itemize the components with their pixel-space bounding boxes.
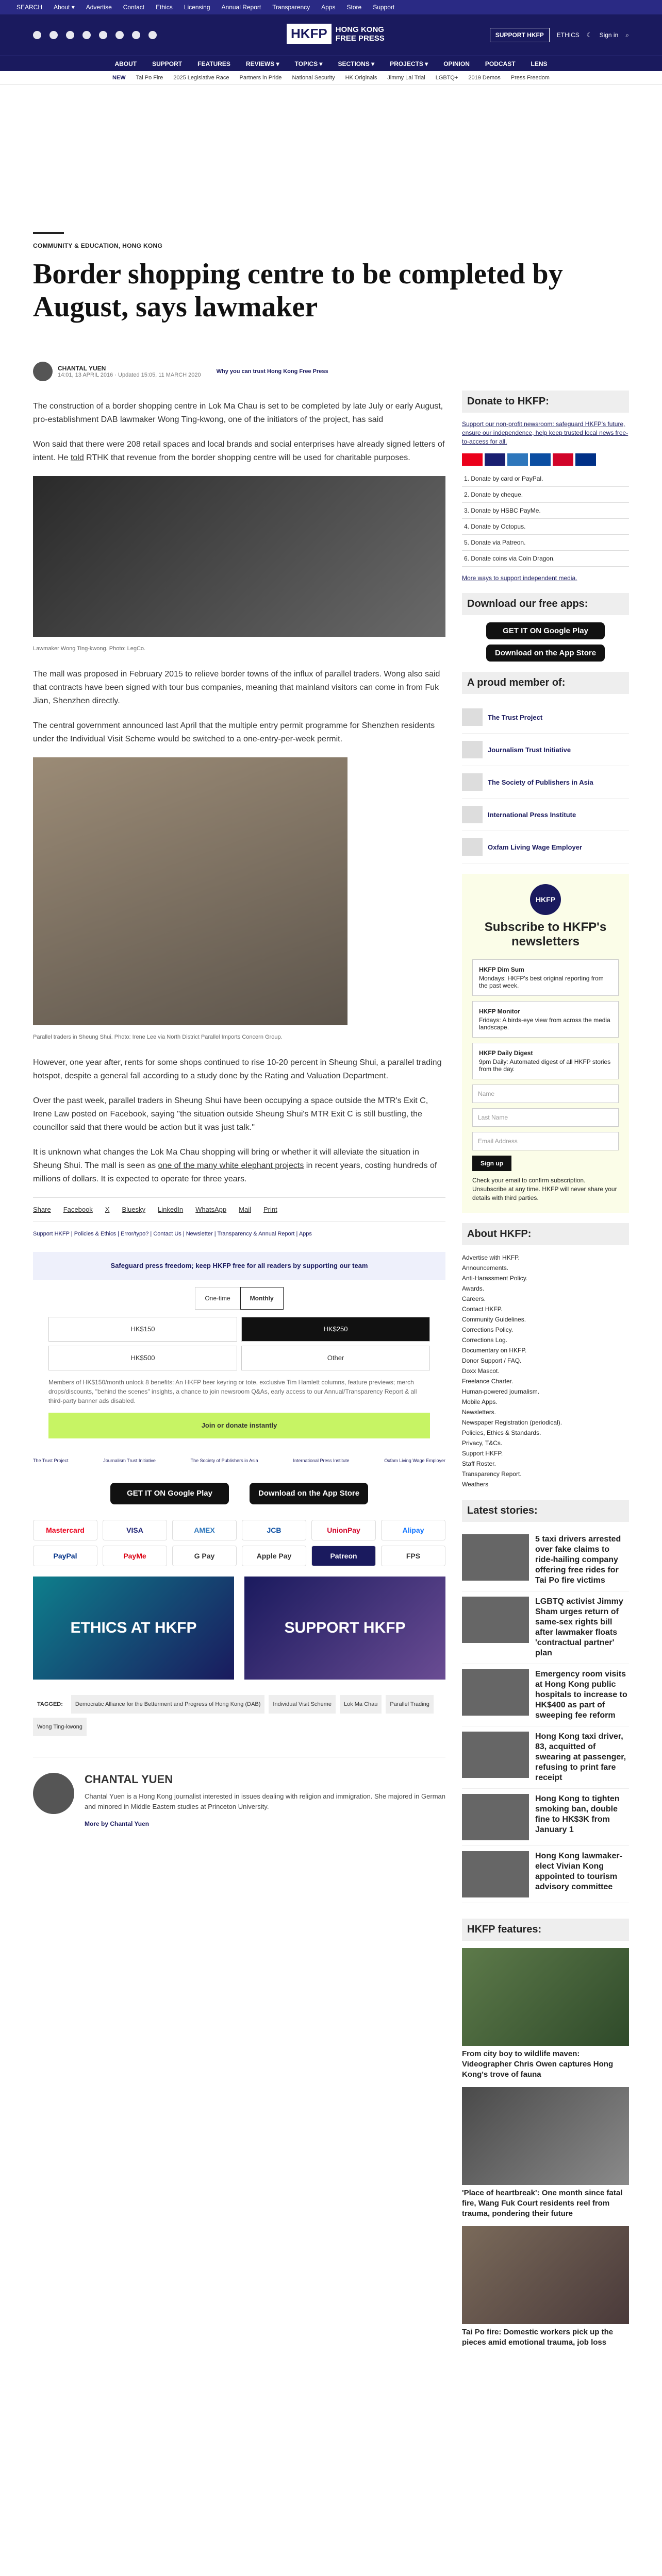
about-link[interactable]: Careers. <box>462 1295 486 1302</box>
lawmaker-photo <box>33 476 445 637</box>
newsletter-desc: Fridays: A birds-eye view from across the media landscape. <box>479 1016 610 1031</box>
tag[interactable]: Individual Visit Scheme <box>269 1695 336 1714</box>
paragraph-text: It is unknown what changes the Lok Ma Chau shopping will bring or whether it will alleviate the situation in Sheung Shui. The mall is seen as <box>33 1148 419 1170</box>
publish-date: 14:01, 13 APRIL 2016 · Updated 15:05, 11 MARCH 2020 <box>58 372 201 378</box>
app-badges <box>33 1483 445 1504</box>
partner-item[interactable] <box>462 799 629 831</box>
author-name[interactable]: CHANTAL YUEN <box>85 1773 173 1786</box>
latest-heading: Latest stories: <box>462 1500 629 1522</box>
amount-option[interactable]: HK$150 <box>48 1317 237 1342</box>
story-thumbnail <box>462 1794 529 1840</box>
about-link[interactable]: Donor Support / FAQ. <box>462 1357 522 1364</box>
jcb-logo: JCB <box>242 1520 306 1540</box>
story-thumbnail <box>462 1669 529 1716</box>
trending-link[interactable]: HK Originals <box>345 74 377 81</box>
author-name[interactable]: CHANTAL YUEN <box>58 365 106 372</box>
story-thumbnail <box>462 1534 529 1581</box>
newsletter-name: HKFP Monitor <box>479 1008 520 1015</box>
trust-link[interactable]: Why you can trust Hong Kong Free Press <box>216 368 328 375</box>
about-link[interactable]: Weathers <box>462 1481 489 1488</box>
paragraph <box>33 1146 445 1186</box>
partner-logo <box>462 773 483 791</box>
trust-project-logo[interactable]: The Trust Project <box>33 1458 69 1463</box>
unionpay-logo: UnionPay <box>311 1520 376 1540</box>
new-badge: NEW <box>112 74 126 81</box>
one-time-tab[interactable]: One-time <box>195 1287 240 1310</box>
patreon-logo: Patreon <box>311 1546 376 1566</box>
about-link[interactable]: Support HKFP. <box>462 1450 503 1457</box>
partner-name: Oxfam Living Wage Employer <box>488 843 583 851</box>
topbar-link[interactable]: Store <box>346 4 362 11</box>
latest-story[interactable] <box>462 1529 629 1591</box>
fps-logo: FPS <box>381 1546 445 1566</box>
nav-item[interactable]: SECTIONS ▾ <box>338 60 375 67</box>
about-link[interactable]: Awards. <box>462 1285 485 1292</box>
newsletter-name: HKFP Dim Sum <box>479 966 524 973</box>
about-link[interactable]: Newsletters. <box>462 1409 496 1416</box>
about-link[interactable]: Mobile Apps. <box>462 1398 498 1405</box>
tags-row <box>33 1695 445 1736</box>
partner-logo <box>462 741 483 758</box>
member-heading: A proud member of: <box>462 672 629 694</box>
about-link[interactable]: Policies, Ethics & Standards. <box>462 1429 541 1436</box>
paragraph: However, one year after, rents for some shops continued to rise 10-20 percent in Sheung Shui, a parallel trading hotspot, despite a general fall according to a study done by the Rating and Valuation Department. <box>33 1058 442 1080</box>
oxfam-logo[interactable]: Oxfam Living Wage Employer <box>384 1458 445 1463</box>
story-title: 5 taxi drivers arrested over fake claims to ride-hailing company offering free rides for Tai Po fire victims <box>535 1535 621 1585</box>
photo-caption: Lawmaker Wong Ting-kwong. Photo: LegCo. <box>33 646 146 652</box>
newsletter-desc: Mondays: HKFP's best original reporting from the past week. <box>479 975 604 989</box>
story-title: Hong Kong lawmaker-elect Vivian Kong appointed to tourism advisory committee <box>535 1852 622 1891</box>
apps-heading: Download our free apps: <box>462 593 629 615</box>
told-link[interactable]: told <box>70 453 84 462</box>
applepay-logo: Apple Pay <box>242 1546 306 1566</box>
topbar-link[interactable]: Contact <box>123 4 145 11</box>
paragraph <box>33 438 445 465</box>
mastercard-logo: Mastercard <box>33 1520 97 1540</box>
trending-link[interactable]: Tai Po Fire <box>136 74 163 81</box>
paragraph: The mall was proposed in February 2015 to relieve border towns of the influx of parallel traders. Wong also said that contracts have been signed with tour bus companies, meaning that mainland visitors can come in from Fuk Jian, Shenzhen directly. <box>33 670 440 705</box>
feature-title[interactable]: Tai Po fire: Domestic workers pick up the pieces amid emotional trauma, job loss <box>462 2328 614 2347</box>
story-thumbnail <box>462 1851 529 1897</box>
author-avatar[interactable] <box>33 1773 74 1814</box>
app-store-button[interactable]: Download on the App Store <box>486 645 605 662</box>
card-icon <box>462 453 483 466</box>
more-by-author-link[interactable]: More by Chantal Yuen <box>85 1820 150 1827</box>
support-button[interactable]: SUPPORT HKFP <box>490 28 550 42</box>
tags-label: TAGGED: <box>37 1701 63 1707</box>
trending-link[interactable]: Partners in Pride <box>239 74 282 81</box>
donate-option[interactable]: 6. Donate coins via Coin Dragon. <box>462 551 629 567</box>
trending-link[interactable]: Press Freedom <box>510 74 550 81</box>
latest-story[interactable] <box>462 1846 629 1903</box>
partner-logo <box>462 838 483 856</box>
paragraph-text: RTHK that revenue from the border shopping centre will be used for charitable purposes. <box>84 453 410 462</box>
logo-line: FREE PRESS <box>335 33 385 43</box>
site-logo[interactable] <box>287 24 385 44</box>
partner-logo <box>462 708 483 726</box>
topbar-link[interactable]: Apps <box>321 4 336 11</box>
feature-title[interactable]: From city boy to wildlife maven: Videographer Chris Owen captures Hong Kong's trove of fauna <box>462 2049 614 2079</box>
tag[interactable]: Democratic Alliance for the Betterment and Progress of Hong Kong (DAB) <box>71 1695 265 1714</box>
paragraph: The construction of a border shopping centre in Lok Ma Chau is set to be completed by late July or early August, pro-establishment DAB lawmaker Wong Ting-kwong, one of the initiators of the project, has said <box>33 402 443 424</box>
partner-item[interactable] <box>462 766 629 799</box>
sopa-logo[interactable]: The Society of Publishers in Asia <box>190 1458 258 1463</box>
nav-item[interactable]: LENS <box>531 60 548 67</box>
partner-logo <box>462 806 483 823</box>
policy-links[interactable]: Support HKFP | Policies & Ethics | Error/typo? | Contact Us | Newsletter | Transparency & Annual Report | Apps <box>33 1231 312 1237</box>
feature-title[interactable]: 'Place of heartbreak': One month since fatal fire, Wang Fuk Court residents reel from trauma, pondering their future <box>462 2189 623 2218</box>
hkfp-badge: HKFP <box>530 884 561 915</box>
sidebar <box>462 391 629 2355</box>
about-link[interactable]: Advertise with HKFP. <box>462 1254 520 1261</box>
about-heading: About HKFP: <box>462 1223 629 1245</box>
about-link[interactable]: Announcements. <box>462 1264 509 1272</box>
share-linkedin[interactable]: LinkedIn <box>158 1206 184 1213</box>
donate-option[interactable]: 4. Donate by Octopus. <box>462 519 629 535</box>
donate-option[interactable]: 3. Donate by HSBC PayMe. <box>462 503 629 519</box>
donate-option[interactable]: 5. Donate via Patreon. <box>462 535 629 551</box>
card-icon <box>507 453 528 466</box>
about-link[interactable]: Documentary on HKFP. <box>462 1347 527 1354</box>
topbar-link[interactable]: Support <box>373 4 395 11</box>
topbar-link[interactable]: Annual Report <box>221 4 261 11</box>
topbar-link[interactable]: Licensing <box>184 4 210 11</box>
partner-name: The Society of Publishers in Asia <box>488 778 593 786</box>
support-banner-promo[interactable]: SUPPORT HKFP <box>244 1577 445 1680</box>
nav-item[interactable]: SUPPORT <box>152 60 183 67</box>
nav-item[interactable]: ABOUT <box>114 60 137 67</box>
share-mail[interactable]: Mail <box>239 1206 251 1213</box>
trending-link[interactable]: LGBTQ+ <box>435 74 458 81</box>
facebook-icon[interactable] <box>33 31 41 39</box>
signup-button[interactable]: Sign up <box>472 1156 511 1171</box>
paragraph-text: Won said that there were 208 retail spaces and local brands and social enterprises have already signed letters of intent. He <box>33 440 445 462</box>
story-title: Emergency room visits at Hong Kong public hospitals to increase to HK$400 as part of sweeping fee reform <box>535 1670 627 1720</box>
partner-item[interactable] <box>462 734 629 766</box>
visa-logo: VISA <box>103 1520 167 1540</box>
story-thumbnail <box>462 1597 529 1643</box>
top-utility-bar <box>0 0 662 14</box>
main-header <box>0 14 662 56</box>
card-icon <box>485 453 505 466</box>
amount-grid <box>48 1317 430 1370</box>
title-rule <box>33 232 64 234</box>
tag[interactable]: Parallel Trading <box>386 1695 433 1714</box>
tag[interactable]: Lok Ma Chau <box>340 1695 382 1714</box>
support-banner[interactable]: Safeguard press freedom; keep HKFP free for all readers by supporting our team <box>33 1252 445 1280</box>
card-icon <box>553 453 573 466</box>
article-title: Border shopping centre to be completed by August, says lawmaker <box>33 258 563 323</box>
byline <box>33 362 328 381</box>
share-whatsapp[interactable]: WhatsApp <box>195 1206 227 1213</box>
alipay-logo: Alipay <box>381 1520 445 1540</box>
feature-image[interactable] <box>462 1948 629 2046</box>
sidebar-payment-icons <box>462 453 629 466</box>
about-link[interactable]: Doxx Mascot. <box>462 1367 500 1375</box>
newsletter-desc: 9pm Daily: Automated digest of all HKFP stories from the day. <box>479 1058 611 1073</box>
monthly-tab[interactable]: Monthly <box>240 1287 284 1310</box>
newsletter-option[interactable] <box>472 1043 619 1079</box>
about-link[interactable]: Corrections Policy. <box>462 1326 514 1333</box>
member-benefits: Members of HK$150/month unlock 8 benefits: An HKFP beer keyring or tote, exclusive Tim Hamlett columns, feature previews; merch drops/discounts, "behind the scenes" insights, a chance to join newsroom Q&As, early access to our Annual/Transparency Report & all third-party banner ads disabled. <box>48 1379 417 1404</box>
member-logos <box>33 1454 445 1467</box>
newsletter-box <box>462 874 629 1213</box>
about-links <box>462 1252 629 1489</box>
logo-mark: HKFP <box>287 24 332 44</box>
gpay-logo: G Pay <box>172 1546 237 1566</box>
card-icon <box>530 453 551 466</box>
feature-image[interactable] <box>462 2087 629 2185</box>
partner-item[interactable] <box>462 831 629 863</box>
amount-option[interactable]: Other <box>241 1346 430 1370</box>
topbar-link[interactable]: Transparency <box>272 4 310 11</box>
article-body <box>33 400 445 1831</box>
donate-intro-link[interactable]: Support our non-profit newsroom: safeguard HKFP's future, ensure our independence, help keep trusted local news free-to-access for all. <box>462 420 628 445</box>
trending-link[interactable]: 2019 Demos <box>468 74 501 81</box>
payment-methods <box>33 1520 445 1540</box>
trending-link[interactable]: Jimmy Lai Trial <box>387 74 425 81</box>
name-field[interactable]: Name <box>472 1084 619 1103</box>
donate-option[interactable]: 2. Donate by cheque. <box>462 487 629 503</box>
story-title: LGBTQ activist Jimmy Sham urges return of same-sex rights bill after lawmaker floats 'contractual partner' plan <box>535 1597 623 1657</box>
amount-option[interactable]: HK$500 <box>48 1346 237 1370</box>
primary-nav <box>0 56 662 71</box>
nav-item[interactable]: OPINION <box>443 60 470 67</box>
story-title: Hong Kong taxi driver, 83, acquitted of swearing at passenger, refusing to print fare receipt <box>535 1732 626 1782</box>
google-play-button[interactable]: GET IT ON Google Play <box>486 622 605 639</box>
about-link[interactable]: Contact HKFP. <box>462 1306 503 1313</box>
x-icon[interactable] <box>49 31 58 39</box>
author-box <box>33 1757 445 1831</box>
email-field[interactable]: Email Address <box>472 1132 619 1150</box>
about-link[interactable]: Transparency Report. <box>462 1470 522 1478</box>
join-button[interactable]: Join or donate instantly <box>48 1413 430 1438</box>
about-link[interactable]: Newspaper Registration (periodical). <box>462 1419 562 1426</box>
instagram-icon[interactable] <box>66 31 74 39</box>
feature-image[interactable] <box>462 2226 629 2324</box>
ethics-link[interactable]: ETHICS <box>556 31 580 39</box>
amex-logo: AMEX <box>172 1520 237 1540</box>
about-link[interactable]: Community Guidelines. <box>462 1316 526 1323</box>
ipi-logo[interactable]: International Press Institute <box>293 1458 350 1463</box>
search-link[interactable]: SEARCH <box>16 4 43 11</box>
partner-name: The Trust Project <box>488 713 543 721</box>
nav-item[interactable]: FEATURES <box>197 60 230 67</box>
share-facebook[interactable]: Facebook <box>63 1206 93 1213</box>
category-label[interactable]: COMMUNITY & EDUCATION, HONG KONG <box>33 242 163 249</box>
jti-logo[interactable]: Journalism Trust Initiative <box>103 1458 156 1463</box>
trending-bar <box>0 71 662 84</box>
threads-icon[interactable] <box>82 31 91 39</box>
frequency-toggle <box>33 1287 445 1310</box>
trending-link[interactable]: 2025 Legislative Race <box>173 74 229 81</box>
nav-item[interactable]: TOPICS ▾ <box>294 60 323 67</box>
photo-caption: Parallel traders in Sheung Shui. Photo: Irene Lee via North District Parallel Imports Concern Group. <box>33 1034 283 1040</box>
author-avatar[interactable] <box>33 362 53 381</box>
parallel-traders-photo <box>33 757 347 1025</box>
donate-option[interactable]: 1. Donate by card or PayPal. <box>462 471 629 487</box>
about-link[interactable]: Human-powered journalism. <box>462 1388 540 1395</box>
about-link[interactable]: Freelance Charter. <box>462 1378 514 1385</box>
about-link[interactable]: Privacy, T&Cs. <box>462 1439 503 1447</box>
partner-item[interactable] <box>462 701 629 734</box>
mastodon-icon[interactable] <box>148 31 157 39</box>
latest-story[interactable] <box>462 1726 629 1789</box>
feature-list <box>462 1948 629 2348</box>
last-name-field[interactable]: Last Name <box>472 1108 619 1127</box>
newsletter-option[interactable] <box>472 959 619 996</box>
moon-icon[interactable]: ☾ <box>586 31 592 39</box>
trending-link[interactable]: National Security <box>292 74 335 81</box>
payment-methods <box>33 1546 445 1566</box>
partner-name: Journalism Trust Initiative <box>488 745 571 754</box>
partner-name: International Press Institute <box>488 810 576 819</box>
topbar-link[interactable]: Advertise <box>86 4 112 11</box>
about-link[interactable]: Corrections Log. <box>462 1336 508 1344</box>
more-ways-link[interactable]: More ways to support independent media. <box>462 574 577 582</box>
story-title: Hong Kong to tighten smoking ban, double fine to HK$3K from January 1 <box>535 1794 620 1834</box>
payme-logo: PayMe <box>103 1546 167 1566</box>
nav-item[interactable]: REVIEWS ▾ <box>245 60 279 67</box>
latest-story[interactable] <box>462 1789 629 1846</box>
paragraph: Over the past week, parallel traders in Sheung Shui have been occupying a space outside the MTR's Exit C, Irene Law posted on Facebook, saying "the situation outside Sheung Shui's MTR Exit C is still bustling, the councillor said that there would be action but it was just talk." <box>33 1096 428 1132</box>
paragraph: The central government announced last April that the multiple entry permit programme for Shenzhen residents under the Individual Visit Scheme would be switched to a one-entry-per-week permit. <box>33 721 435 743</box>
ethics-banner[interactable]: ETHICS AT HKFP <box>33 1577 234 1680</box>
about-link[interactable]: Staff Roster. <box>462 1460 496 1467</box>
latest-story[interactable] <box>462 1664 629 1726</box>
newsletter-option[interactable] <box>472 1001 619 1038</box>
tag[interactable]: Wong Ting-kwong <box>33 1718 87 1736</box>
author-bio: Chantal Yuen is a Hong Kong journalist interested in issues dealing with religion and immigration. She majored in German and minored in Middle Eastern studies at Princeton University. <box>85 1792 445 1810</box>
topbar-link[interactable]: Ethics <box>156 4 173 11</box>
share-x[interactable]: X <box>105 1206 110 1213</box>
story-thumbnail <box>462 1732 529 1778</box>
share-label[interactable]: Share <box>33 1206 51 1213</box>
latest-story[interactable] <box>462 1591 629 1664</box>
topbar-link[interactable]: About ▾ <box>54 4 75 11</box>
signin-link[interactable]: Sign in <box>599 31 619 39</box>
features-heading: HKFP features: <box>462 1919 629 1941</box>
app-store-button[interactable]: Download on the App Store <box>250 1483 368 1504</box>
share-bar <box>33 1197 445 1222</box>
bluesky-icon[interactable] <box>132 31 140 39</box>
search-icon[interactable]: ⌕ <box>625 31 629 39</box>
social-links <box>33 31 157 39</box>
white-elephant-link[interactable]: one of the many white elephant projects <box>158 1161 304 1170</box>
promo-banners <box>33 1577 445 1680</box>
donate-options <box>462 471 629 567</box>
share-print[interactable]: Print <box>263 1206 277 1213</box>
google-play-button[interactable]: GET IT ON Google Play <box>110 1483 229 1504</box>
linkedin-icon[interactable] <box>115 31 124 39</box>
amount-option-selected[interactable]: HK$250 <box>241 1317 430 1342</box>
card-icon <box>575 453 596 466</box>
newsletter-heading: Subscribe to HKFP's newsletters <box>484 920 607 948</box>
logo-line: HONG KONG <box>335 25 384 34</box>
consent-text: Check your email to confirm subscription. Unsubscribe at any time. HKFP will never share your details with third parties. <box>472 1177 617 1201</box>
share-bluesky[interactable]: Bluesky <box>122 1206 145 1213</box>
paypal-logo: PayPal <box>33 1546 97 1566</box>
nav-item[interactable]: PROJECTS ▾ <box>390 60 428 67</box>
newsletter-name: HKFP Daily Digest <box>479 1049 533 1057</box>
paragraph-text: in recent years, costing hundreds of millions of dollars. It is expected to operate for three years. <box>33 1161 437 1183</box>
donate-heading: Donate to HKFP: <box>462 391 629 413</box>
about-link[interactable]: Anti-Harassment Policy. <box>462 1275 528 1282</box>
nav-item[interactable]: PODCAST <box>485 60 516 67</box>
youtube-icon[interactable] <box>99 31 107 39</box>
